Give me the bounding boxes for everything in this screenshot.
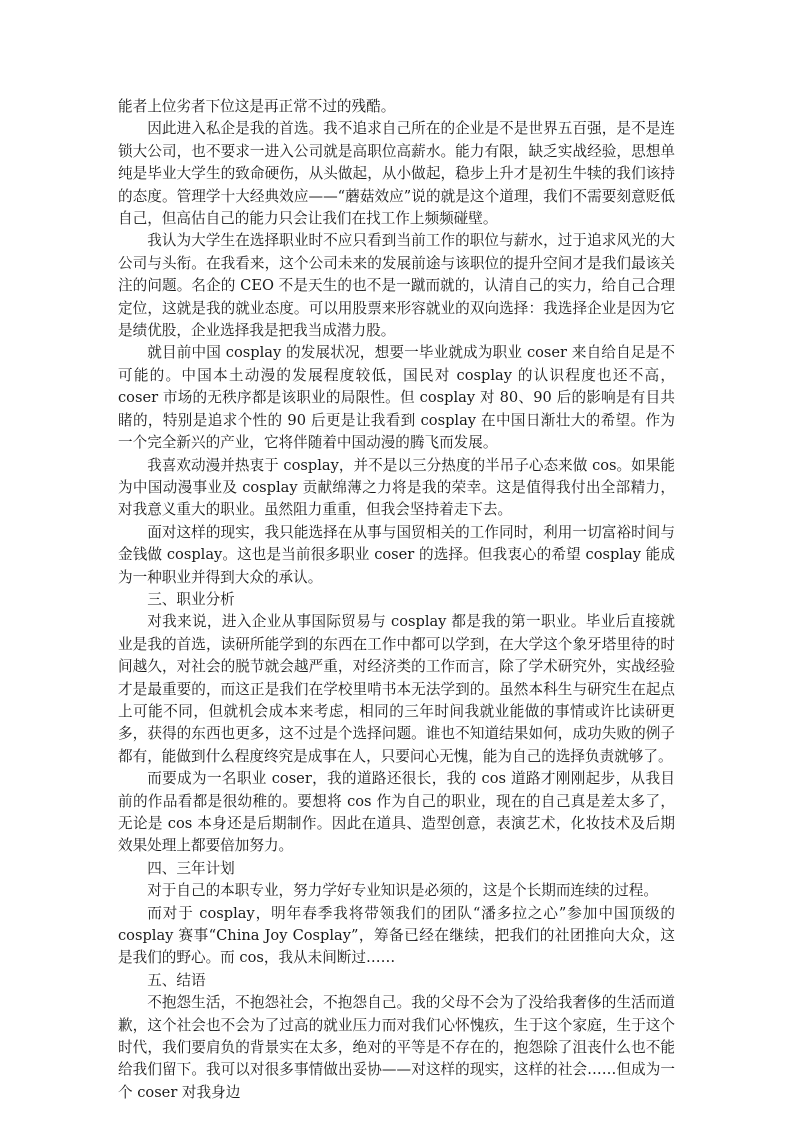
section-heading: 五、结语 [147, 971, 206, 989]
body-paragraph: 我喜欢动漫并热衷于 cosplay，并不是以三分热度的半吊子心态来做 cos。如果能为中国动漫事业及 cosplay 贡献绵薄之力将是我的荣幸。这是值得我付出全部精力，对我意义重大的职业。虽然阻力重重，但我会坚持着走下去。 [118, 456, 675, 519]
body-paragraph: 对我来说，进入企业从事国际贸易与 cosplay 都是我的第一职业。毕业后直接就业是我的首选，读研所能学到的东西在工作中都可以学到，在大学这个象牙塔里待的时间越久，对社会的脱节就会越严重，对经济类的工作而言，除了学术研究外，实战经验才是最重要的，而这正是我们在学校里啃书本无法学到的。虽然本科生与研究生在起点上可能不同，但就机会成本来考虑，相同的三年时间我就业能做的事情或许比读研更多，获得的东西也更多，这不过是个选择问题。谁也不知道结果如何，成功失败的例子都有，能做到什么程度终究是成事在人，只要问心无愧，能为自己的选择负责就够了。 [118, 613, 675, 765]
section-heading: 四、三年计划 [147, 859, 235, 877]
body-paragraph: 不抱怨生活，不抱怨社会，不抱怨自己。我的父母不会为了没给我奢侈的生活而道歉，这个社会也不会为了过高的就业压力而对我们心怀愧疚，生于这个家庭，生于这个时代，我们要肩负的背景实在太多，绝对的平等是不存在的，抱怨除了沮丧什么也不能给我们留下。我可以对很多事情做出妥协——对这样的现实，这样的社会……但成为一个 coser 对我身边 [118, 994, 675, 1101]
body-paragraph: 面对这样的现实，我只能选择在从事与国贸相关的工作同时，利用一切富裕时间与金钱做 cosplay。这也是当前很多职业 coser 的选择。但我衷心的希望 cosplay 能成为一种职业并得到大众的承认。 [118, 523, 675, 586]
body-paragraph: 而对于 cosplay，明年春季我将带领我们的团队“潘多拉之心”参加中国顶级的 cosplay 赛事“China Joy Cosplay”，筹备已经在继续，把我们的社团推向大众，这是我们的野心。而 cos，我从未间断过…… [118, 904, 675, 967]
body-paragraph: 就目前中国 cosplay 的发展状况，想要一毕业就成为职业 coser 来自给自足是不可能的。中国本土动漫的发展程度较低，国民对 cosplay 的认识程度也还不高，coser 市场的无秩序都是该职业的局限性。但 cosplay 对 80、90 后的影响是有目共睹的，特别是追求个性的 90 后更是让我看到 cosplay 在中国日渐壮大的希望。作为一个完全新兴的产业，它将伴随着中国动漫的腾飞而发展。 [118, 344, 675, 452]
body-paragraph: 对于自己的本职专业，努力学好专业知识是必须的，这是个长期而连续的过程。 [147, 882, 658, 900]
body-paragraph: 能者上位劣者下位这是再正常不过的残酷。 [118, 98, 396, 115]
body-paragraph: 而要成为一名职业 coser，我的道路还很长，我的 cos 道路才刚刚起步，从我目前的作品看都是很幼稚的。要想将 cos 作为自己的职业，现在的自己真是差太多了，无论是 cos 本身还是后期制作。因此在道具、造型创意，表演艺术，化妆技术及后期效果处理上都要倍加努力。 [118, 770, 675, 855]
section-heading: 三、职业分析 [147, 590, 235, 608]
document-body [118, 96, 675, 1104]
body-paragraph: 因此进入私企是我的首选。我不追求自己所在的企业是不是世界五百强，是不是连锁大公司，也不要求一进入公司就是高职位高薪水。能力有限，缺乏实战经验，思想单纯是毕业大学生的致命硬伤，从头做起，从小做起，稳步上升才是初生牛犊的我们该持的态度。管理学十大经典效应——“蘑菇效应”说的就是这个道理，我们不需要刻意贬低自己，但高估自己的能力只会让我们在找工作上频频碰壁。 [118, 120, 675, 228]
body-paragraph: 我认为大学生在选择职业时不应只看到当前工作的职位与薪水，过于追求风光的大公司与头衔。在我看来，这个公司未来的发展前途与该职位的提升空间才是我们最该关注的问题。名企的 CEO 不是天生的也不是一蹴而就的，认清自己的实力，给自己合理定位，这就是我的就业态度。可以用股票来形容就业的双向选择：我选择企业是因为它是绩优股，企业选择我是把我当成潜力股。 [118, 232, 675, 340]
